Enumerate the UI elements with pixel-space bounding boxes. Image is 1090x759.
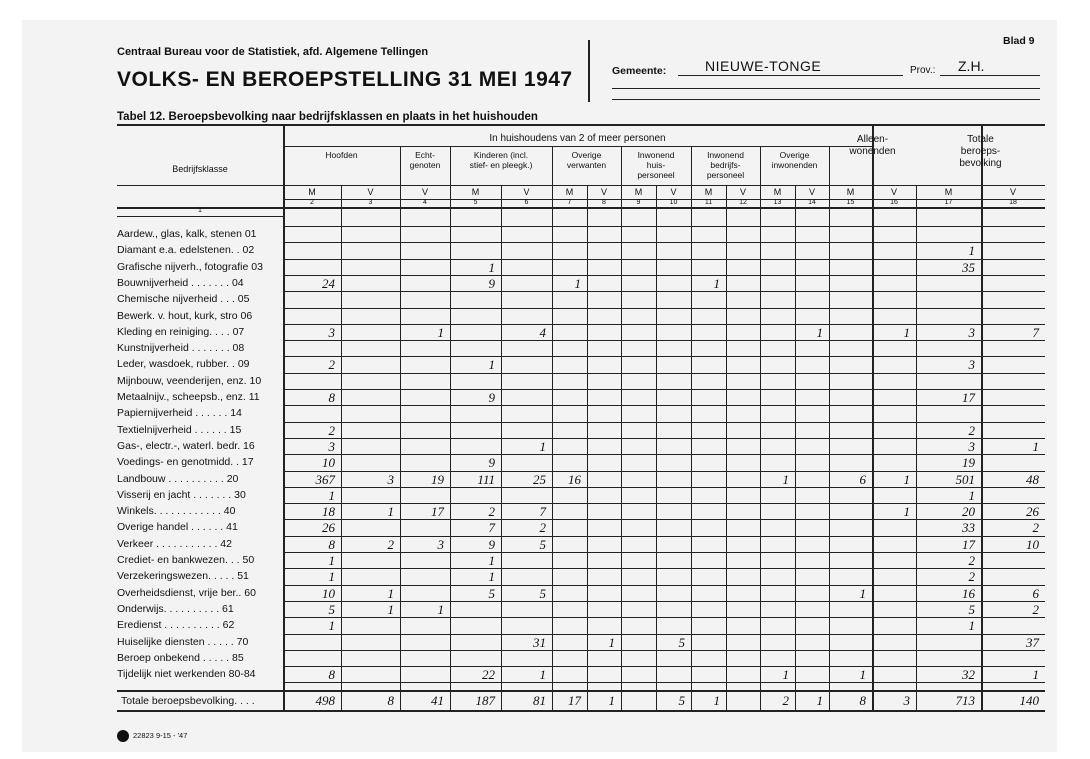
sex-subheader: M — [308, 187, 316, 197]
total-value: 1 — [608, 693, 615, 709]
prov-value: Z.H. — [958, 58, 985, 74]
totals-label: Totale beroepsbevolking. . . . — [121, 695, 255, 708]
row-value: 17 — [431, 504, 444, 520]
column-number: 5 — [473, 199, 478, 206]
row-value: 1 — [328, 553, 335, 568]
column-header: Overige inwonenden — [771, 150, 818, 170]
row-value: 9 — [488, 536, 495, 552]
prov-label: Prov.: — [910, 65, 936, 76]
row-value: 2 — [968, 569, 975, 585]
row-value: 31 — [533, 634, 546, 650]
row-label: Voedings- en genotmidd. . 17 — [117, 456, 254, 469]
column-number: 12 — [739, 199, 747, 206]
row-label: Aardew., glas, kalk, stenen 01 — [117, 228, 257, 240]
row-value: 7 — [1032, 324, 1039, 340]
sex-subheader: V — [670, 187, 677, 197]
row-value: 35 — [962, 259, 975, 275]
row-value: 1 — [816, 324, 823, 340]
row-label: Chemische nijverheid . . . 05 — [117, 293, 250, 306]
agency-name: Centraal Bureau voor de Statistiek, afd. Algemene Tellingen — [117, 46, 429, 58]
row-value: 1 — [782, 471, 789, 487]
row-value: 1 — [1032, 438, 1039, 454]
table-top-rule — [117, 124, 1045, 126]
total-value: 187 — [475, 693, 495, 709]
blad-number: Blad 9 — [1003, 35, 1035, 47]
gemeente-value: NIEUWE-TONGE — [705, 58, 822, 74]
column-divider — [829, 146, 830, 710]
row-label: Mijnbouw, veenderijen, enz. 10 — [117, 374, 262, 387]
row-value: 6 — [1032, 585, 1039, 601]
print-code: 22823 9-15 - '47 — [133, 731, 188, 740]
row-value: 24 — [322, 275, 335, 291]
row-value: 2 — [968, 553, 975, 568]
total-value: 17 — [568, 693, 581, 709]
row-label: Overheidsdienst, vrije ber.. 60 — [117, 586, 256, 599]
row-label: Metaalnijv., scheepsb., enz. 11 — [117, 391, 260, 403]
row-value: 3 — [387, 471, 394, 487]
sex-subheader: M — [565, 187, 574, 197]
row-value: 26 — [322, 520, 335, 536]
row-label: Gas-, electr.-, waterl. bedr. 16 — [117, 439, 255, 452]
column-divider — [400, 146, 401, 710]
table-title: Tabel 12. Beroepsbevolking naar bedrijfsklassen en plaats in het huishouden — [117, 111, 538, 123]
total-value: 1 — [816, 693, 823, 709]
row-value: 6 — [859, 471, 866, 487]
sex-subheader: V — [739, 187, 746, 197]
label-col-rule — [117, 216, 283, 217]
sex-subheader: V — [421, 187, 428, 197]
row-value: 2 — [328, 357, 335, 373]
column-number: 10 — [669, 199, 678, 206]
row-label: Onderwijs. . . . . . . . . . 61 — [117, 602, 234, 615]
row-value: 18 — [322, 504, 335, 520]
sex-subheader: M — [773, 187, 782, 197]
row-label: Landbouw . . . . . . . . . . 20 — [117, 472, 239, 485]
row-value: 1 — [968, 487, 975, 503]
row-grid-line — [283, 226, 1045, 227]
row-value: 5 — [539, 536, 546, 552]
gemeente-label: Gemeente: — [612, 65, 667, 77]
row-value: 1 — [574, 275, 581, 291]
row-value: 4 — [539, 324, 546, 340]
row-label: Visserij en jacht . . . . . . . 30 — [117, 488, 246, 501]
row-label: Tijdelijk niet werkenden 80-84 — [117, 668, 256, 681]
row-value: 9 — [488, 275, 495, 291]
row-value: 1 — [437, 324, 444, 340]
row-value: 17 — [962, 390, 975, 405]
row-value: 111 — [477, 471, 495, 487]
sex-subheader: M — [704, 187, 713, 197]
row-label: Grafische nijverh., fotografie 03 — [117, 260, 263, 273]
row-grid-line — [283, 291, 1045, 292]
column-divider — [760, 146, 761, 710]
column-header: Alleen- wonenden — [849, 134, 896, 157]
total-value: 713 — [955, 693, 975, 709]
row-value: 3 — [968, 324, 975, 340]
column-header-bedrijfsklasse: Bedrijfsklasse — [172, 164, 228, 174]
row-value: 3 — [328, 438, 335, 454]
sex-subheader: M — [944, 187, 953, 197]
row-label: Overige handel . . . . . . 41 — [117, 521, 238, 534]
total-value: 3 — [903, 693, 910, 709]
row-label: Verkeer . . . . . . . . . . . 42 — [117, 537, 232, 550]
row-value: 501 — [955, 471, 975, 487]
column-divider — [795, 185, 796, 710]
total-value: 1 — [713, 693, 720, 709]
row-label: Huiselijke diensten . . . . . 70 — [117, 635, 249, 648]
row-value: 3 — [328, 324, 335, 340]
sex-subheader: V — [367, 187, 374, 197]
row-value: 5 — [539, 585, 546, 601]
row-value: 5 — [678, 634, 685, 650]
row-label: Beroep onbekend . . . . . 85 — [117, 651, 244, 664]
row-value: 16 — [568, 471, 581, 487]
row-value: 1 — [903, 504, 910, 520]
row-value: 9 — [488, 455, 495, 471]
row-value: 1 — [713, 275, 720, 291]
row-value: 3 — [437, 536, 444, 552]
column-divider — [341, 185, 342, 710]
column-number: 13 — [773, 199, 782, 206]
column-divider — [552, 146, 553, 710]
row-value: 2 — [539, 520, 546, 536]
row-value: 1 — [903, 471, 910, 487]
sex-subheader: V — [890, 187, 897, 197]
row-value: 26 — [1026, 504, 1039, 520]
row-label: Verzekeringswezen. . . . . 51 — [117, 570, 249, 583]
total-value: 81 — [533, 693, 546, 709]
column-divider — [691, 146, 692, 710]
row-value: 1 — [488, 553, 495, 568]
row-value: 1 — [328, 487, 335, 503]
row-value: 20 — [962, 504, 975, 520]
row-value: 367 — [315, 471, 335, 487]
column-number: 9 — [636, 199, 641, 206]
row-grid-line — [283, 308, 1045, 309]
row-label: Diamant e.a. edelstenen. . 02 — [117, 244, 255, 257]
column-header: Kinderen (incl. stief- en pleegk.) — [469, 150, 533, 170]
total-value: 8 — [387, 693, 394, 709]
column-divider — [587, 185, 588, 710]
column-number: 8 — [602, 199, 606, 206]
column-number: 7 — [567, 199, 572, 206]
total-value: 498 — [315, 693, 335, 709]
sex-subheader: M — [846, 187, 855, 197]
row-value: 37 — [1026, 634, 1039, 650]
row-value: 1 — [387, 504, 394, 520]
column-number: 15 — [846, 199, 855, 206]
row-value: 2 — [1032, 520, 1039, 536]
row-value: 3 — [968, 438, 975, 454]
row-value: 2 — [488, 504, 495, 520]
row-value: 8 — [328, 667, 335, 683]
row-value: 3 — [968, 357, 975, 373]
row-value: 17 — [962, 536, 975, 552]
print-mark-icon — [117, 730, 129, 742]
row-value: 1 — [488, 259, 495, 275]
sex-subheader: V — [1009, 187, 1016, 197]
row-value: 5 — [328, 601, 335, 617]
row-value: 8 — [328, 390, 335, 405]
column-number: 17 — [944, 199, 953, 206]
column-number: 1 — [198, 207, 202, 214]
column-number: 4 — [423, 199, 427, 206]
row-label: Kunstnijverheid . . . . . . . 08 — [117, 342, 245, 355]
row-value: 1 — [608, 634, 615, 650]
row-value: 1 — [968, 243, 975, 259]
group-header-rule — [283, 146, 872, 147]
row-value: 1 — [968, 618, 975, 634]
row-value: 10 — [322, 585, 335, 601]
row-value: 1 — [387, 601, 394, 617]
column-number: 14 — [808, 199, 816, 206]
row-label: Papiernijverheid . . . . . . 14 — [117, 407, 242, 420]
row-value: 19 — [962, 455, 975, 471]
total-value: 8 — [859, 693, 866, 709]
column-divider — [656, 185, 657, 710]
row-label: Crediet- en bankwezen. . . 50 — [117, 554, 255, 566]
row-value: 10 — [322, 455, 335, 471]
sex-subheader: M — [634, 187, 643, 197]
sex-subheader: V — [600, 187, 607, 197]
row-label: Eredienst . . . . . . . . . . 62 — [117, 619, 235, 632]
sex-subheader: M — [471, 187, 480, 197]
row-value: 1 — [488, 569, 495, 585]
row-value: 5 — [488, 585, 495, 601]
column-divider — [981, 124, 983, 710]
row-value: 1 — [488, 357, 495, 373]
row-label: Kleding en reiniging. . . . 07 — [117, 325, 245, 338]
column-divider — [621, 146, 622, 710]
row-value: 2 — [328, 422, 335, 438]
row-value: 1 — [782, 667, 789, 683]
row-value: 10 — [1026, 536, 1039, 552]
total-value: 140 — [1019, 693, 1039, 709]
row-value: 25 — [533, 471, 546, 487]
row-value: 22 — [482, 667, 495, 683]
row-value: 7 — [539, 504, 546, 520]
group-header: In huishoudens van 2 of meer personen — [489, 133, 666, 144]
column-header: Overige verwanten — [566, 150, 607, 170]
row-label: Leder, wasdoek, rubber. . 09 — [117, 358, 250, 371]
row-value: 1 — [859, 667, 866, 683]
column-number: 3 — [368, 199, 373, 206]
totals-top-rule — [117, 690, 1045, 692]
row-value: 1 — [903, 324, 910, 340]
row-value: 1 — [387, 585, 394, 601]
column-header: Inwonend bedrijfs- personeel — [706, 150, 745, 180]
row-label: Bewerk. v. hout, kurk, stro 06 — [117, 309, 253, 322]
column-number: 16 — [890, 199, 898, 206]
column-header: Hoofden — [325, 150, 358, 160]
column-header: Totale beroeps- bevolking — [959, 134, 1002, 169]
column-divider — [872, 124, 874, 710]
row-value: 16 — [962, 585, 975, 601]
column-header: Inwonend huis- personeel — [637, 150, 675, 180]
column-header: Echt- genoten — [409, 150, 441, 170]
row-value: 48 — [1026, 471, 1039, 487]
row-value: 2 — [968, 422, 975, 438]
row-value: 7 — [488, 520, 495, 536]
row-value: 1 — [328, 618, 335, 634]
total-value: 5 — [678, 693, 685, 709]
row-value: 2 — [1032, 601, 1039, 617]
column-number: 11 — [704, 199, 713, 206]
row-value: 1 — [539, 667, 546, 683]
row-value: 5 — [968, 601, 975, 617]
total-value: 2 — [782, 693, 789, 709]
row-value: 2 — [387, 536, 394, 552]
row-label: Bouwnijverheid . . . . . . . 04 — [117, 276, 244, 289]
row-value: 19 — [431, 471, 444, 487]
row-value: 1 — [437, 601, 444, 617]
column-number: 18 — [1009, 199, 1017, 206]
column-divider — [450, 146, 451, 710]
totals-bottom-rule — [117, 710, 1045, 712]
row-value: 1 — [328, 569, 335, 585]
row-value: 33 — [962, 520, 975, 536]
column-number: 6 — [524, 199, 529, 206]
row-value: 1 — [1032, 667, 1039, 683]
form-title: VOLKS- EN BEROEPSTELLING 31 MEI 1947 — [117, 68, 573, 91]
row-value: 8 — [328, 536, 335, 552]
row-label: Winkels. . . . . . . . . . . . 40 — [117, 505, 236, 518]
column-number: 2 — [310, 199, 314, 206]
subheader-rule — [117, 185, 1045, 186]
row-value: 32 — [962, 667, 975, 683]
sex-subheader: V — [523, 187, 530, 197]
row-value: 1 — [539, 438, 546, 454]
sex-subheader: V — [808, 187, 815, 197]
column-divider — [726, 185, 727, 710]
row-value: 1 — [859, 585, 866, 601]
row-label: Textielnijverheid . . . . . . 15 — [117, 423, 242, 436]
row-value: 9 — [488, 390, 495, 405]
total-value: 41 — [431, 693, 444, 709]
